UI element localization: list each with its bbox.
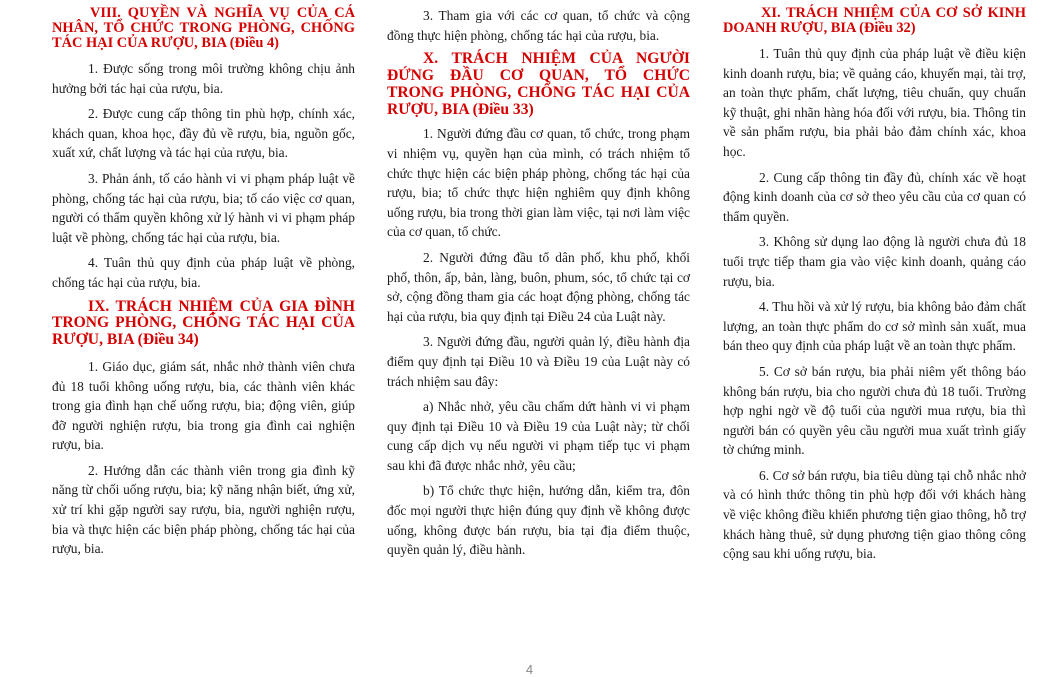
section-11-heading: XI. TRÁCH NHIỆM CỦA CƠ SỞ KINH DOANH RƯỢU, BIA (Điều 32)	[723, 5, 1026, 36]
section-11-item-2: 2. Cung cấp thông tin đầy đủ, chính xác về hoạt động kinh doanh của cơ sở theo yêu cầu của cơ quan có thẩm quyền.	[723, 169, 1026, 224]
section-9-item-3: 3. Tham gia với các cơ quan, tổ chức và cộng đồng thực hiện phòng, chống tác hại của rượu, bia.	[387, 8, 690, 43]
section-11-item-5: 5. Cơ sở bán rượu, bia phải niêm yết thông báo không bán rượu, bia cho người chưa đủ 18 tuổi. Trường hợp nghi ngờ về độ tuổi của người mua rượu, bia thì người bán có quyền yêu cầu người mua xuất trình giấy tờ chứng minh.	[723, 363, 1026, 458]
section-8-item-2: 2. Được cung cấp thông tin phù hợp, chính xác, khách quan, khoa học, đầy đủ về rượu, bia, nguồn gốc, xuất xứ, chất lượng và tác hại của rượu, bia.	[52, 106, 355, 161]
section-10-item-3: 3. Người đứng đầu, người quản lý, điều hành địa điểm quy định tại Điều 10 và Điều 19 của Luật này có trách nhiệm sau đây:	[387, 334, 690, 389]
section-9-item-2: 2. Hướng dẫn các thành viên trong gia đình kỹ năng từ chối uống rượu, bia; kỹ năng nhận biết, ứng xử, xử trí khi gặp người say rượu, bia, người nghiện rượu, bia và thực hiện các biện pháp phòng, chống tác hại của rượu, bia.	[52, 462, 355, 557]
section-10-item-2: 2. Người đứng đầu tổ dân phố, khu phố, khối phố, thôn, ấp, bản, làng, buôn, phum, sóc, tổ chức tại cơ sở, cộng đồng tham gia các hoạt động phòng, chống tác hại của rượu, bia quy định tại Điều 24 của Luật này.	[387, 249, 690, 324]
section-11-item-6: 6. Cơ sở bán rượu, bia tiêu dùng tại chỗ nhắc nhở và có hình thức thông tin phù hợp đối với khách hàng về việc không điều khiển phương tiện giao thông, hỗ trợ khách hàng thuê, sử dụng phương tiện giao thông công cộng sau khi uống rượu, bia.	[723, 467, 1026, 562]
column-middle	[387, 6, 690, 566]
section-11-item-3: 3. Không sử dụng lao động là người chưa đủ 18 tuổi trực tiếp tham gia vào việc kinh doanh, quảng cáo rượu, bia.	[723, 234, 1026, 289]
section-8-item-4: 4. Tuân thủ quy định của pháp luật về phòng, chống tác hại của rượu, bia.	[52, 255, 355, 290]
section-11-item-1: 1. Tuân thủ quy định của pháp luật về điều kiện kinh doanh rượu, bia; về quảng cáo, khuyến mại, tài trợ, an toàn thực phẩm, chất lượng, tiêu chuẩn, quy chuẩn kỹ thuật, ghi nhãn hàng hóa đối với rượu, bia. Thông tin về sản phẩm rượu, bia phải bảo đảm chính xác, khoa học.	[723, 46, 1026, 159]
section-10-item-3b: b) Tổ chức thực hiện, hướng dẫn, kiểm tra, đôn đốc mọi người thực hiện đúng quy định về không được uống, không được bán rượu, bia tại địa điểm thuộc, quyền quản lý, điều hành.	[387, 483, 690, 558]
section-8-heading: VIII. QUYỀN VÀ NGHĨA VỤ CỦA CÁ NHÂN, TỔ CHỨC TRONG PHÒNG, CHỐNG TÁC HẠI CỦA RƯỢU, BIA (Điều 4)	[52, 5, 355, 51]
section-10-item-3a: a) Nhắc nhở, yêu cầu chấm dứt hành vi vi phạm quy định tại Điều 10 và Điều 19 của Luật này; từ chối cung cấp dịch vụ nếu người vi phạm tiếp tục vi phạm sau khi đã được nhắc nhở, yêu cầu;	[387, 399, 690, 473]
column-left	[52, 6, 355, 565]
section-11-item-4: 4. Thu hồi và xử lý rượu, bia không bảo đảm chất lượng, an toàn thực phẩm do cơ sở mình sản xuất, mua bán theo quy định của pháp luật về an toàn thực phẩm.	[723, 299, 1026, 354]
section-10-item-1: 1. Người đứng đầu cơ quan, tổ chức, trong phạm vi nhiệm vụ, quyền hạn của mình, có trách nhiệm tổ chức thực hiện các biện pháp phòng, chống tác hại của rượu, bia; tổ chức thực hiện nghiêm quy định không uống rượu, bia trong thời gian làm việc, tại nơi làm việc của cơ quan, tổ chức.	[387, 126, 690, 240]
page-number: 4	[525, 662, 534, 677]
section-8-item-3: 3. Phản ánh, tố cáo hành vi vi phạm pháp luật về phòng, chống tác hại của rượu, bia; tố cáo việc cơ quan, người có thẩm quyền không xử lý hành vi vi phạm pháp luật về phòng, chống tác hại của rượu, bia.	[52, 170, 355, 245]
column-right	[723, 6, 1026, 570]
section-8-item-1: 1. Được sống trong môi trường không chịu ảnh hưởng bởi tác hại của rượu, bia.	[52, 61, 355, 96]
section-9-heading: IX. TRÁCH NHIỆM CỦA GIA ĐÌNH TRONG PHÒNG, CHỐNG TÁC HẠI CỦA RƯỢU, BIA (Điều 34)	[52, 297, 355, 349]
section-10-heading: X. TRÁCH NHIỆM CỦA NGƯỜI ĐỨNG ĐẦU CƠ QUAN, TỔ CHỨC TRONG PHÒNG, CHỐNG TÁC HẠI CỦA RƯỢU, BIA (Điều 33)	[387, 50, 690, 118]
section-9-item-1: 1. Giáo dục, giám sát, nhắc nhở thành viên chưa đủ 18 tuổi không uống rượu, bia, các thành viên khác trong gia đình hạn chế uống rượu, bia; động viên, giúp đỡ người nghiện rượu, bia trong gia đình cai nghiện rượu, bia.	[52, 358, 355, 453]
